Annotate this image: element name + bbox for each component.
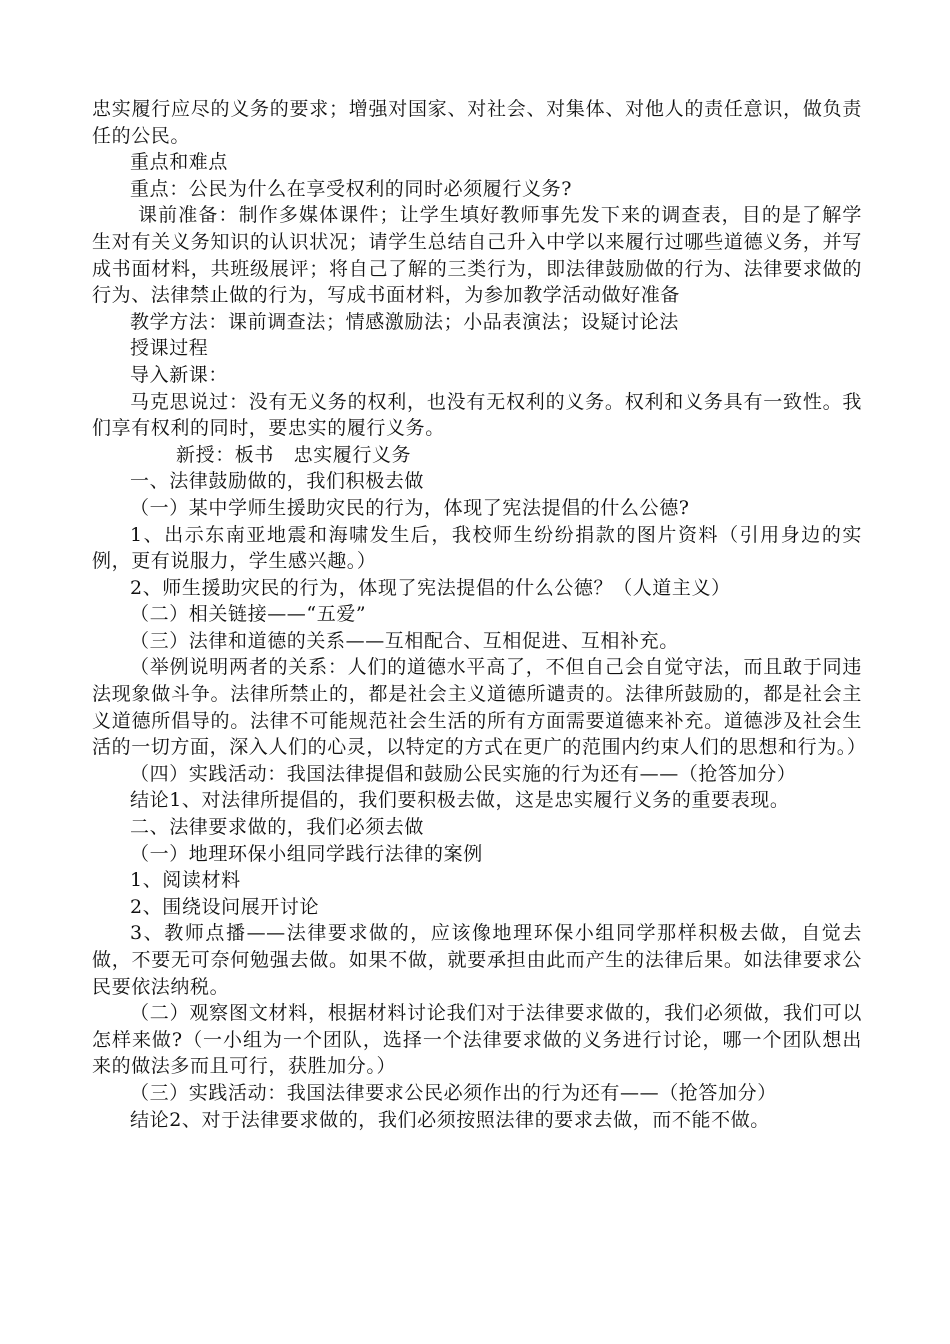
paragraph-conclusion-2: 结论2、对于法律要求做的，我们必须按照法律的要求去做，而不能不做。 [130, 1108, 770, 1131]
paragraph-preparation: 课前准备：制作多媒体课件；让学生填好教师事先发下来的调查表，目的是了解学生对有关义务知识的认识状况；请学生总结自己升入中学以来履行过哪些道德义务，并写成书面材料，共班级展评；将自己了解的三类行为，即法律鼓励做的行为、法律要求做的行为、法律禁止做的行为，写成书面材料，为参加教学活动做好准备 [92, 204, 862, 307]
paragraph-key-point: 重点：公民为什么在享受权利的同时必须履行义务? [130, 177, 572, 200]
subheading-1-3: （三）法律和道德的关系——互相配合、互相促进、互相补充。 [130, 629, 679, 652]
subheading-2-1: （一）地理环保小组同学践行法律的案例 [130, 842, 483, 865]
subheading-1-1: （一）某中学师生援助灾民的行为，体现了宪法提倡的什么公德? [130, 496, 690, 519]
subheading-2-3: （三）实践活动：我国法律要求公民必须作出的行为还有——（抢答加分） [130, 1081, 777, 1104]
paragraph-goal-end: 忠实履行应尽的义务的要求；增强对国家、对社会、对集体、对他人的责任意识，做负责任的公民。 [92, 98, 862, 147]
section-heading-one: 一、法律鼓励做的，我们积极去做 [130, 470, 425, 493]
paragraph-conclusion-1: 结论1、对法律所提倡的，我们要积极去做，这是忠实履行义务的重要表现。 [130, 789, 790, 812]
subheading-2-2: （二）观察图文材料，根据材料讨论我们对于法律要求做的，我们必须做，我们可以怎样来做?（一小组为一个团队，选择一个法律要求做的义务进行讨论，哪一个团队想出来的做法多而且可行，获胜加分。） [92, 1002, 862, 1078]
paragraph-law-morality-example: （举例说明两者的关系：人们的道德水平高了，不但自己会自觉守法，而且敢于同违法现象做斗争。法律所禁止的，都是社会主义道德所谴责的。法律所鼓励的，都是社会主义道德所倡导的。法律不可能规范社会生活的所有方面需要道德来补充。道德涉及社会生活的一切方面，深入人们的心灵，以特定的方式在更广的范围内约束人们的思想和行为。） [92, 656, 867, 759]
document-body [92, 96, 867, 1133]
list-item-1-1-1: 1、出示东南亚地震和海啸发生后，我校师生纷纷捐款的图片资料（引用身边的实例，更有说服力，学生感兴趣。） [92, 523, 862, 573]
list-item-2-1-2: 2、围绕设问展开讨论 [130, 895, 320, 918]
list-item-2-1-1: 1、阅读材料 [130, 869, 241, 892]
section-heading-two: 二、法律要求做的，我们必须去做 [130, 816, 425, 839]
paragraph-marx-quote: 马克思说过：没有无义务的权利，也没有无权利的义务。权利和义务具有一致性。我们享有权利的同时，要忠实的履行义务。 [92, 390, 862, 440]
paragraph-methods: 教学方法：课前调查法；情感激励法；小品表演法；设疑讨论法 [130, 310, 679, 333]
subheading-1-4: （四）实践活动：我国法律提倡和鼓励公民实施的行为还有——（抢答加分） [130, 762, 797, 785]
subheading-1-2: （二）相关链接——“五爱” [130, 603, 367, 626]
heading-introduction: 导入新课： [130, 363, 229, 386]
list-item-2-1-3: 3、教师点播——法律要求做的，应该像地理环保小组同学那样积极去做，自觉去做，不要无可奈何勉强去做。如果不做，就要承担由此而产生的法律后果。如法律要求公民要依法纳税。 [92, 922, 862, 998]
list-item-1-1-2: 2、师生援助灾民的行为，体现了宪法提倡的什么公德？（人道主义） [130, 576, 731, 599]
heading-key-points: 重点和难点 [130, 151, 229, 174]
paragraph-new-lesson: 新授：板书 忠实履行义务 [176, 443, 412, 466]
heading-teaching-process: 授课过程 [130, 337, 209, 360]
